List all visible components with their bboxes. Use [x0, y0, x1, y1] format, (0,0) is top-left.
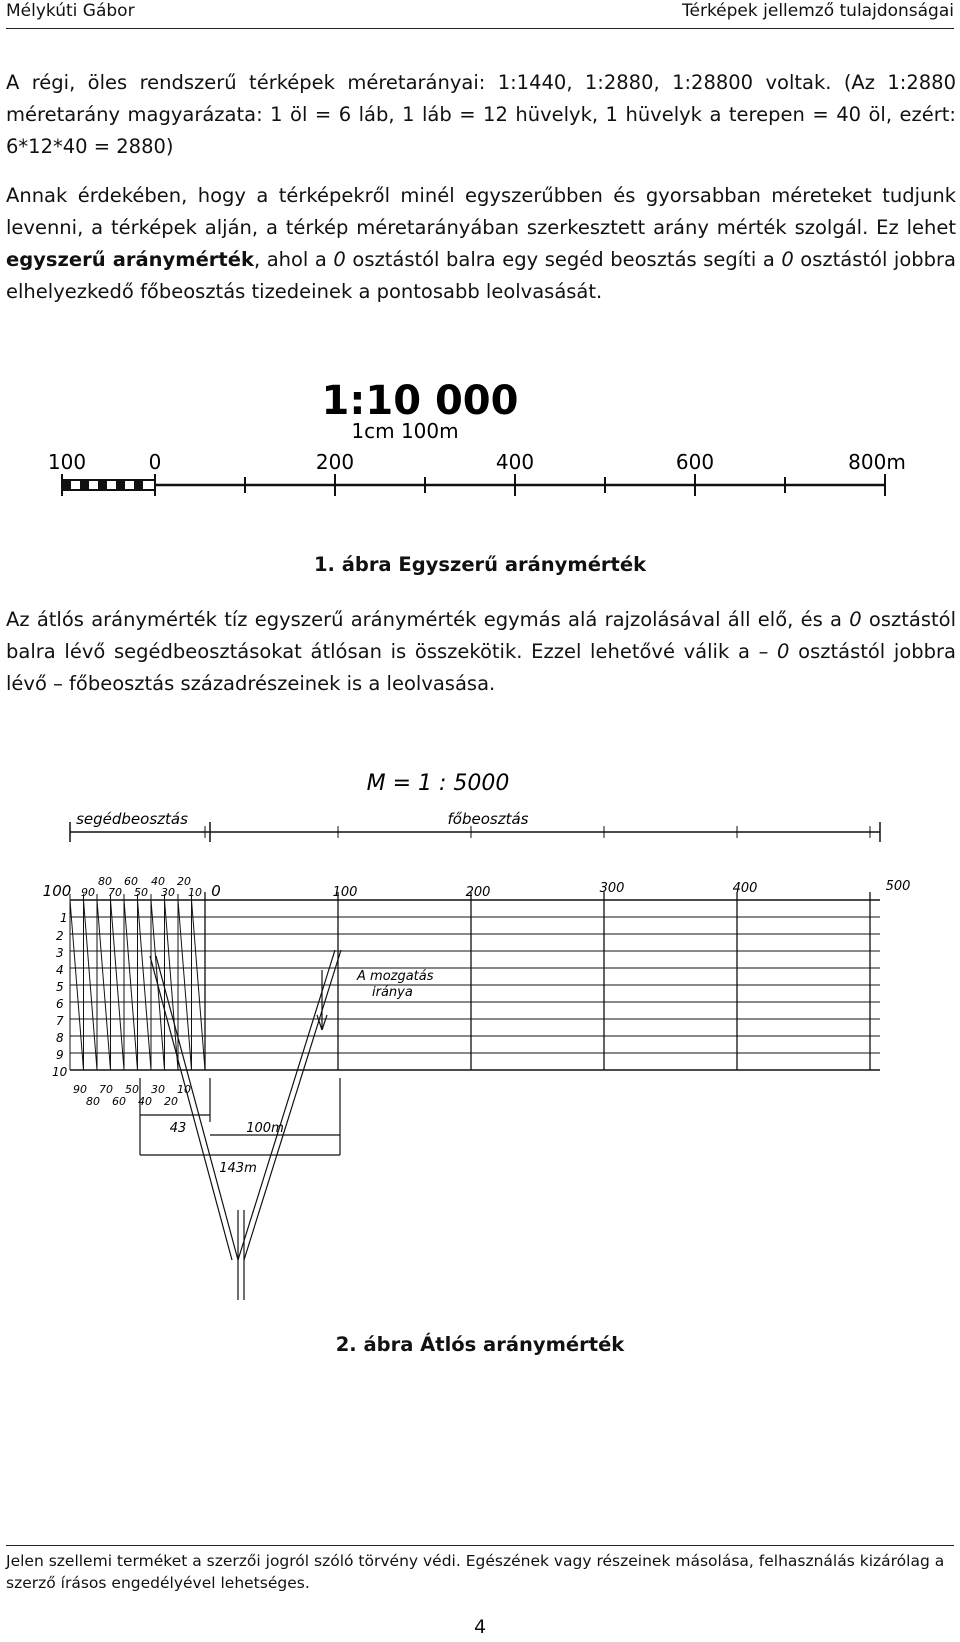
fig1-subscale: 1cm 100m	[351, 419, 459, 443]
fig2-row-3: 3	[56, 946, 64, 960]
fig1-label-0: 0	[148, 450, 162, 474]
para2-text-4: osztástól jobbra elhelyezkedő főbeosztás tizedeinek a pontosabb leolvasását.	[6, 248, 957, 303]
fig1-label-200: 200	[315, 450, 355, 474]
fig2-measure-143m: 143m	[219, 1161, 257, 1176]
copyright-footer: Jelen szellemi terméket a szerzői jogról szóló törvény védi. Egészének vagy részeinek másolása, felhasználás kizárólag a szerző írásos engedélyével lehetséges.	[6, 1545, 954, 1594]
fig2-aux-bot-80: 80	[86, 1095, 100, 1108]
paragraph-scales-text: A régi, öles rendszerű térképek méretarányai: 1:1440, 1:2880, 1:28800 voltak. (Az 1:2880 méretarány magyarázata: 1 öl = 6 láb, 1 láb = 12 hüvelyk, 1 hüvelyk a terepen = 40 öl, ezért: 6*12*40 = 2880)	[6, 71, 956, 158]
fig2-aux-top-30: 30	[161, 886, 175, 899]
fig2-top-0: 0	[211, 882, 221, 900]
fig2-aux-bot-60: 60	[112, 1095, 126, 1108]
fig2-aux-top-70: 70	[108, 886, 122, 899]
fig2-aux-bot-90: 90	[73, 1083, 87, 1096]
fig2-row-5: 5	[56, 980, 64, 994]
figure-diagonal-scale	[0, 760, 960, 1320]
fig2-measures	[140, 1078, 340, 1155]
header-title: Térképek jellemző tulajdonságai	[682, 1, 954, 21]
fig2-top-300: 300	[599, 881, 625, 896]
fig2-row-7: 7	[56, 1014, 64, 1028]
fig2-aux-top-50: 50	[134, 886, 148, 899]
fig2-aux-top-80: 80	[98, 875, 112, 888]
fig1-label-400: 400	[495, 450, 535, 474]
fig2-aux-top-20: 20	[177, 875, 191, 888]
fig2-arrow-label-2: iránya	[372, 985, 413, 1000]
fig2-arrow-label-1: A mozgatás	[357, 969, 434, 984]
fig2-aux-top-10: 10	[188, 886, 202, 899]
fig2-row-2: 2	[56, 929, 64, 943]
page-header	[6, 0, 954, 29]
para3-text-2: osztástól balra lévő segédbeosztásokat átlósan is összekötik. Ezzel lehetővé válik a –	[6, 608, 956, 663]
fig1-bar	[62, 474, 885, 496]
fig2-row-10: 10	[52, 1065, 68, 1079]
para3-text-1: Az átlós aránymérték tíz egyszerű aránymérték egymás alá rajzolásával áll elő, és a	[6, 608, 850, 631]
fig2-top-100: 100	[332, 885, 358, 900]
figure2-caption: 2. ábra Átlós aránymérték	[335, 1333, 625, 1356]
fig2-measure-100m: 100m	[246, 1121, 284, 1136]
fig2-row-4: 4	[56, 963, 64, 977]
paragraph-simple-scale	[6, 180, 956, 308]
figure-simple-scale	[40, 372, 920, 508]
fig2-row-8: 8	[56, 1031, 64, 1045]
header-author: Mélykúti Gábor	[6, 1, 135, 21]
para2-text-1: Annak érdekében, hogy a térképekről minél egyszerűbben és gyorsabban méreteket tudjunk levenni, a térképek alján, a térkép méretarányában szerkesztett arány mérték szolgál. Ez lehet	[6, 184, 956, 239]
fig2-aux-bot-10: 10	[177, 1083, 191, 1096]
fig2-aux-top-90: 90	[81, 886, 95, 899]
fig2-main-label: főbeosztás	[447, 810, 529, 828]
paragraph-scales	[6, 67, 956, 163]
paragraph-diagonal-scale	[6, 604, 956, 700]
fig2-scale-title: M = 1 : 5000	[366, 771, 510, 796]
fig1-label-600: 600	[675, 450, 715, 474]
fig1-scale-title: 1:10 000	[321, 378, 519, 424]
para2-bold-term: egyszerű aránymérték	[6, 248, 254, 271]
para3-italic-zero-2: 0	[777, 640, 790, 663]
para3-text-3: osztástól jobbra lévő – főbeosztás századrészeinek is a leolvasása.	[6, 640, 956, 695]
para2-text-3: osztástól balra egy segéd beosztás segíti a	[345, 248, 782, 271]
fig2-aux-bot-20: 20	[164, 1095, 178, 1108]
fig1-label-800m: 800m	[848, 450, 906, 474]
fig2-top-500: 500	[885, 879, 911, 894]
fig2-top-100-left: 100	[42, 882, 72, 900]
fig2-top-400: 400	[732, 881, 758, 896]
fig2-measure-43: 43	[169, 1121, 187, 1136]
para2-italic-zero-1: 0	[333, 248, 346, 271]
fig2-aux-label: segédbeosztás	[76, 810, 188, 828]
page-number: 4	[473, 1616, 487, 1638]
fig2-row-labels	[52, 911, 68, 1079]
fig2-grid	[70, 826, 880, 1070]
fig2-aux-bot-70: 70	[99, 1083, 113, 1096]
fig2-aux-top-40: 40	[151, 875, 165, 888]
fig2-row-1: 1	[60, 911, 68, 925]
fig2-aux-bot-30: 30	[151, 1083, 165, 1096]
para3-italic-zero-1: 0	[849, 608, 862, 631]
fig1-label-100: 100	[47, 450, 87, 474]
fig2-row-9: 9	[56, 1048, 64, 1062]
figure1-caption: 1. ábra Egyszerű aránymérték	[313, 553, 647, 576]
fig2-aux-bot-40: 40	[138, 1095, 152, 1108]
fig2-aux-bot-50: 50	[125, 1083, 139, 1096]
para2-italic-zero-2: 0	[781, 248, 794, 271]
para2-text-2: , ahol a	[253, 248, 334, 271]
fig2-aux-top-60: 60	[124, 875, 138, 888]
fig2-top-200: 200	[465, 885, 491, 900]
fig2-row-6: 6	[56, 997, 64, 1011]
